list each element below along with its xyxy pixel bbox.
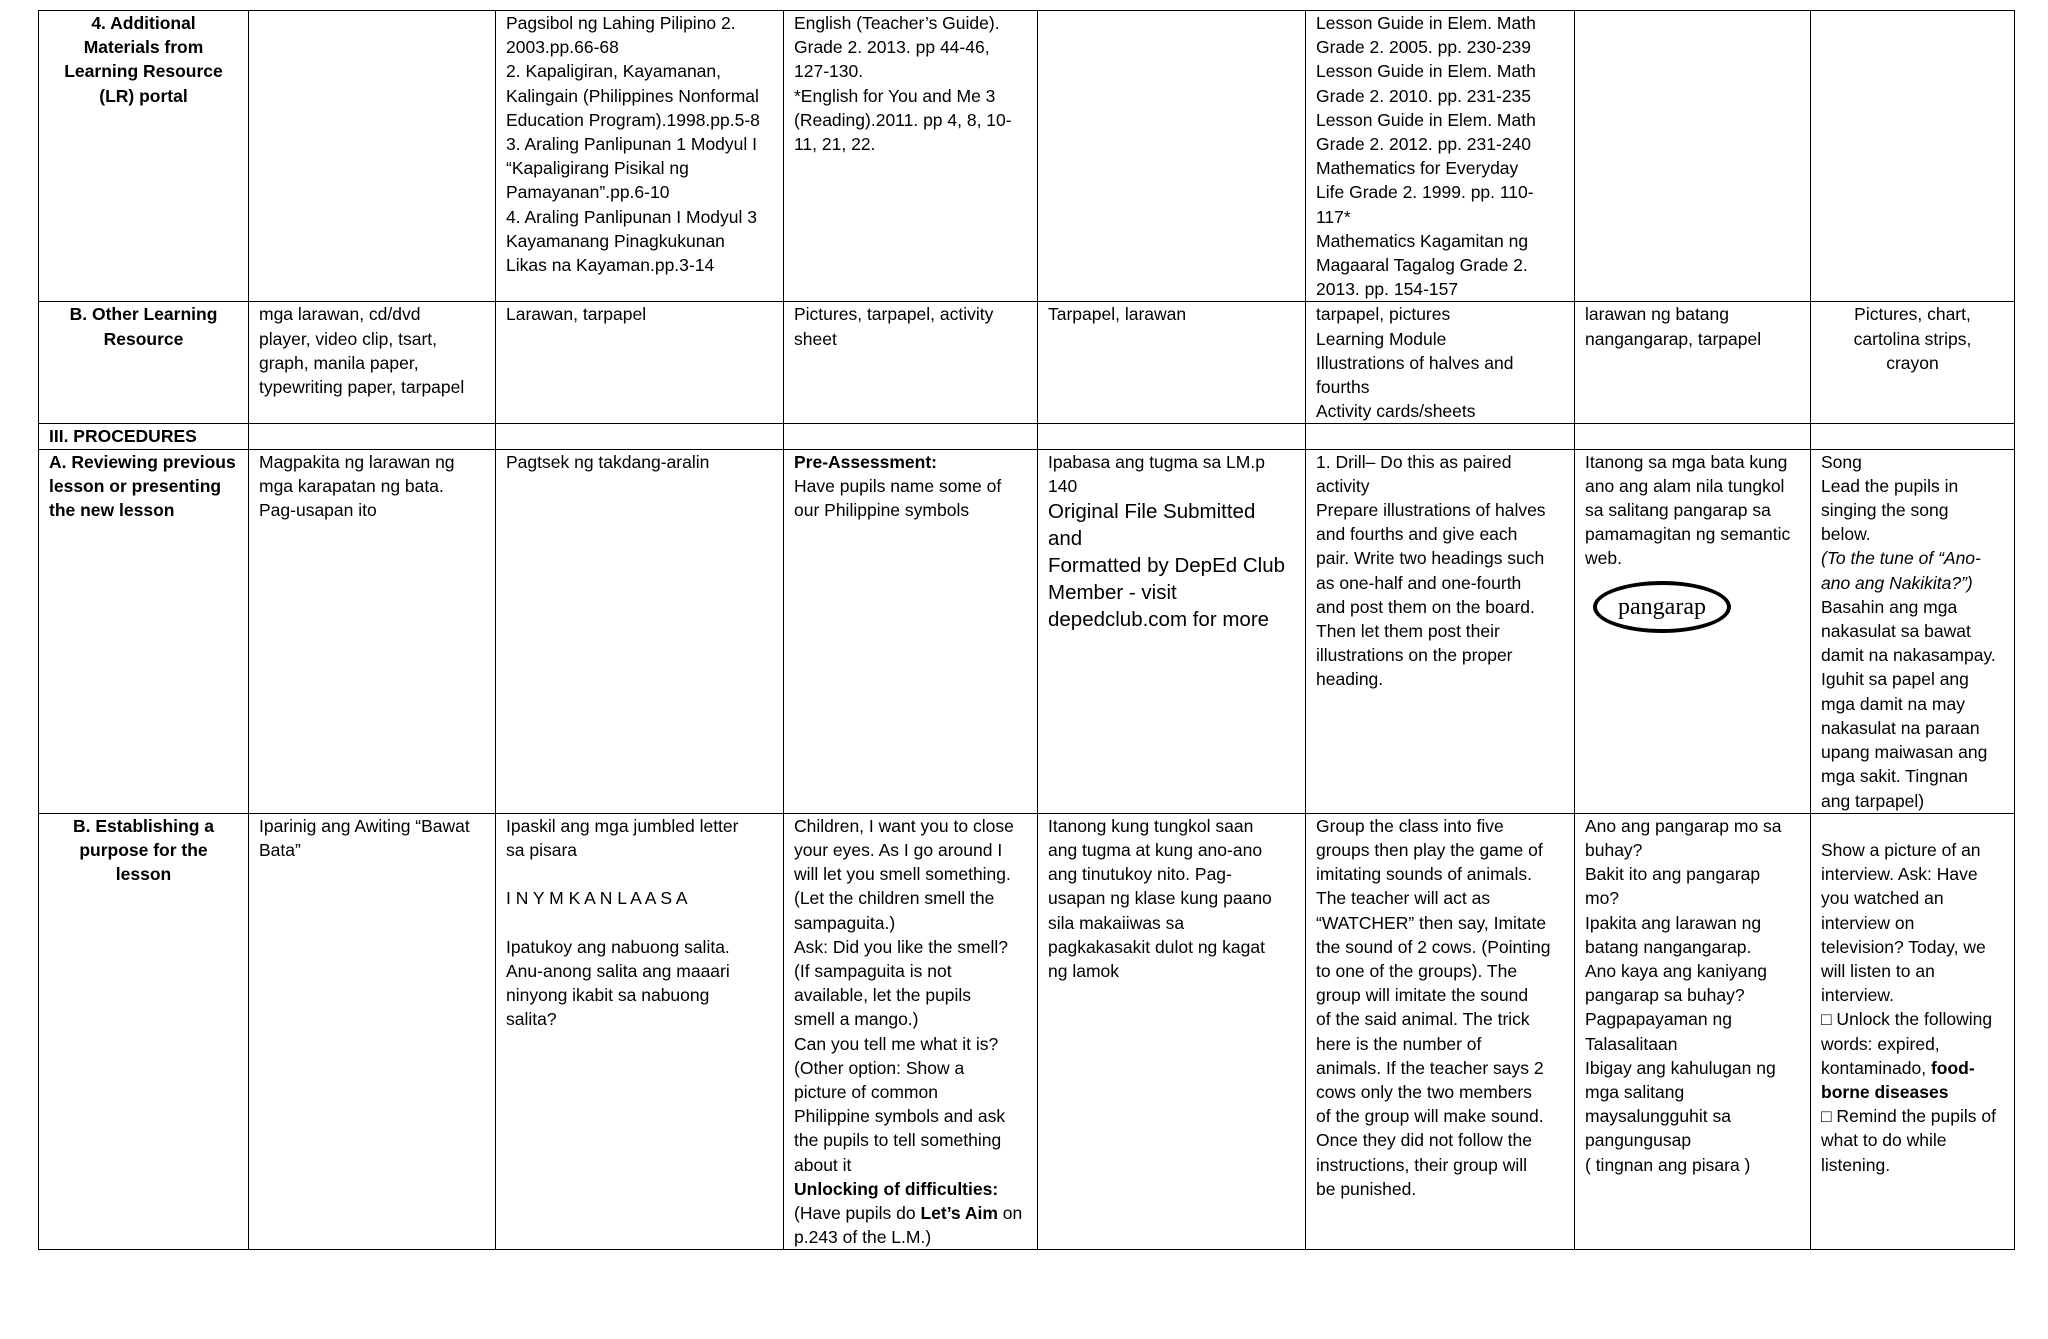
cell-day5 — [1306, 424, 1575, 449]
cell-day7: Pictures, chart, cartolina strips, crayon — [1811, 302, 2015, 424]
cell-text: Itanong sa mga bata kung ano ang alam nila tungkol sa salitang pangarap sa pamamagitan ng semantic web. — [1585, 451, 1791, 569]
lesson-log-table — [38, 10, 2015, 1250]
cell-day4: Itanong kung tungkol saan ang tugma at kung ano-ano ang tinutukoy nito. Pag- usapan ng klase kung paano sila makaiiwas sa pagkakasakit dulot ng kagat ng lamok — [1038, 813, 1306, 1250]
cell-text: Basahin ang mga nakasulat sa bawat damit na nakasampay. Iguhit sa papel ang mga damit na may nakasulat na paraan upang maiwasan ang mga sakit. Tingnan ang tarpapel) — [1821, 596, 1996, 811]
cell-day1: mga larawan, cd/dvd player, video clip, tsart, graph, manila paper, typewriting paper, tarpapel — [249, 302, 496, 424]
cell-day6 — [1575, 449, 1811, 813]
cell-day5: tarpapel, pictures Learning Module Illustrations of halves and fourths Activity cards/sheets — [1306, 302, 1575, 424]
cell-day3 — [784, 449, 1038, 813]
cell-text: on p.243 of the L.M.) — [794, 1202, 1023, 1248]
cell-day6: larawan ng batang nangangarap, tarpapel — [1575, 302, 1811, 424]
song-tune-note: (To the tune of “Ano- ano ang Nakikita?”) — [1821, 548, 1981, 593]
cell-day2 — [496, 424, 784, 449]
cell-day7 — [1811, 449, 2015, 813]
cell-day1 — [249, 424, 496, 449]
cell-day4 — [1038, 11, 1306, 302]
cell-day6 — [1575, 11, 1811, 302]
cell-day4 — [1038, 449, 1306, 813]
cell-text: Children, I want you to close your eyes. As I go around I will let you smell something. (Let the children smell the sampaguita.) Ask: Did you like the smell? (If sampaguita is not available, let the pupils smell a mango.) Can you tell me what it is? (Other option: Show a picture of common Philippine symbols and ask the pupils to tell something about it — [794, 815, 1014, 1175]
row-label-other-resources: B. Other Learning Resource — [39, 302, 249, 424]
cell-day2: Ipaskil ang mga jumbled letter sa pisara I N Y M K A N L A A S A Ipatukoy ang nabuong salita. Anu-anong salita ang maaari ninyong ikabit sa nabuong salita? — [496, 813, 784, 1250]
cell-day7 — [1811, 424, 2015, 449]
food-borne-term: food- borne diseases — [1821, 1057, 1975, 1102]
semantic-web-oval: pangarap — [1593, 581, 1731, 633]
cell-day6 — [1575, 424, 1811, 449]
cell-text: (Have pupils do — [794, 1202, 921, 1223]
cell-text: Ipabasa ang tugma sa LM.p 140 — [1048, 451, 1265, 496]
cell-day2: Larawan, tarpapel — [496, 302, 784, 424]
source-notice: Original File Submitted and Formatted by DepEd Club Member - visit depedclub.com for more — [1048, 500, 1286, 632]
row-label-reviewing: A. Reviewing previous lesson or presenting the new lesson — [39, 449, 249, 813]
cell-day6: Ano ang pangarap mo sa buhay? Bakit ito ang pangarap mo? Ipakita ang larawan ng batang nangangarap. Ano kaya ang kaniyang pangarap sa buhay? Pagpapayaman ng Talasalitaan Ibigay ang kahulugan ng mga salitang maysalungguhit sa pangungusap ( tingnan ang pisara ) — [1575, 813, 1811, 1250]
cell-text: Show a picture of an interview. Ask: Have you watched an interview on television? Today, we will listen to an interview. □ Unlock the following words: expired, kontaminado, — [1821, 839, 1993, 1078]
cell-day3: English (Teacher’s Guide). Grade 2. 2013. pp 44-46, 127-130. *English for You and Me 3 (Reading).2011. pp 4, 8, 10- 11, 21, 22. — [784, 11, 1038, 302]
lets-aim-text: Let’s Aim — [920, 1202, 998, 1223]
cell-day7 — [1811, 11, 2015, 302]
cell-day2: Pagtsek ng takdang-aralin — [496, 449, 784, 813]
row-label-establishing: B. Establishing a purpose for the lesson — [39, 813, 249, 1250]
cell-day5: Lesson Guide in Elem. Math Grade 2. 2005. pp. 230-239 Lesson Guide in Elem. Math Grade 2. 2010. pp. 231-235 Lesson Guide in Elem. Math Grade 2. 2012. pp. 231-240 Mathematics for Everyday Life Grade 2. 1999. pp. 110- 117* Mathematics Kagamitan ng Magaaral Tagalog Grade 2. 2013. pp. 154-157 — [1306, 11, 1575, 302]
table-row — [39, 11, 2015, 302]
cell-day3 — [784, 424, 1038, 449]
table-row — [39, 813, 2015, 1250]
cell-day2: Pagsibol ng Lahing Pilipino 2. 2003.pp.66-68 2. Kapaligiran, Kayamanan, Kalingain (Philippines Nonformal Education Program).1998.pp.5-8 3. Araling Panlipunan 1 Modyul I “Kapaligirang Pisikal ng Pamayanan”.pp.6-10 4. Araling Panlipunan I Modyul 3 Kayamanang Pinagkukunan Likas na Kayaman.pp.3-14 — [496, 11, 784, 302]
table-row — [39, 302, 2015, 424]
cell-day7 — [1811, 813, 2015, 1250]
section-heading-procedures: III. PROCEDURES — [39, 424, 249, 449]
table-row — [39, 424, 2015, 449]
cell-text: □ Remind the pupils of what to do while listening. — [1821, 1106, 1996, 1175]
cell-day5: Group the class into five groups then play the game of imitating sounds of animals. The teacher will act as “WATCHER” then say, Imitate the sound of 2 cows. (Pointing to one of the groups). The group will imitate the sound of the said animal. The trick here is the number of animals. If the teacher says 2 cows only the two members of the group will make sound. Once they did not follow the instructions, their group will be punished. — [1306, 813, 1575, 1250]
cell-day4 — [1038, 424, 1306, 449]
cell-day3 — [784, 813, 1038, 1250]
cell-text: Song Lead the pupils in singing the song below. — [1821, 451, 1959, 545]
cell-day1: Magpakita ng larawan ng mga karapatan ng bata. Pag-usapan ito — [249, 449, 496, 813]
cell-day1 — [249, 11, 496, 302]
pre-assessment-heading: Pre-Assessment: — [794, 451, 937, 472]
cell-day4: Tarpapel, larawan — [1038, 302, 1306, 424]
cell-day5: 1. Drill– Do this as paired activity Prepare illustrations of halves and fourths and give each pair. Write two headings such as one-half and one-fourth and post them on the board. Then let them post their illustrations on the proper heading. — [1306, 449, 1575, 813]
unlocking-heading: Unlocking of difficulties: — [794, 1178, 999, 1199]
cell-day3: Pictures, tarpapel, activity sheet — [784, 302, 1038, 424]
row-label-additional-materials: 4. Additional Materials from Learning Resource (LR) portal — [39, 11, 249, 302]
cell-text: Have pupils name some of our Philippine symbols — [794, 475, 1002, 521]
table-row — [39, 449, 2015, 813]
cell-day1: Iparinig ang Awiting “Bawat Bata” — [249, 813, 496, 1250]
